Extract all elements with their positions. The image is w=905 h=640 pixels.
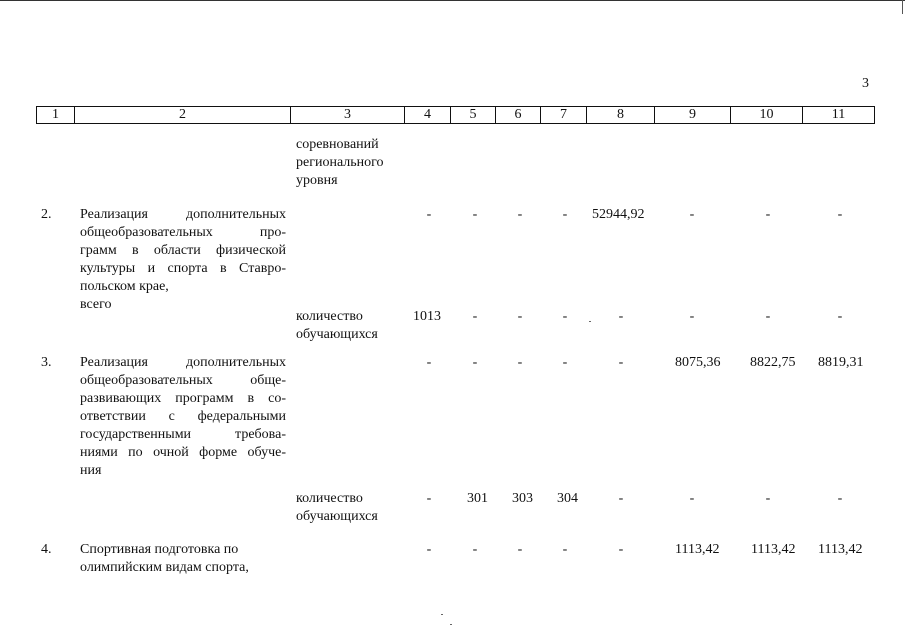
- value-col-7: -: [562, 207, 568, 222]
- value-col-4: 1013: [413, 309, 441, 324]
- header-col-8: 8: [587, 107, 655, 124]
- desc-line: государственными требова-: [80, 427, 286, 442]
- header-col-3: 3: [291, 107, 405, 124]
- desc-line: Реализация дополнительных: [80, 355, 286, 370]
- value-col-6: 303: [512, 491, 533, 506]
- value-col-4: -: [426, 355, 432, 370]
- value-col-11: -: [837, 207, 843, 222]
- page-top-border: [0, 0, 905, 1]
- page-right-border: [902, 0, 903, 14]
- value-col-9: -: [689, 207, 695, 222]
- value-col-4: -: [426, 542, 432, 557]
- header-col-1: 1: [37, 107, 75, 124]
- unit-line: обучающихся: [296, 327, 378, 342]
- header-col-7: 7: [541, 107, 587, 124]
- value-col-5: -: [472, 542, 478, 557]
- row3-description: [80, 354, 286, 480]
- desc-line: общеобразовательных обще-: [80, 373, 286, 388]
- header-row: [37, 107, 875, 124]
- desc-line: Спортивная подготовка по: [80, 542, 239, 557]
- desc-line: культуры и спорта в Ставро-: [80, 261, 286, 276]
- value-col-7: -: [562, 542, 568, 557]
- value-col-5: -: [472, 355, 478, 370]
- unit-line: обучающихся: [296, 509, 378, 524]
- value-col-6: -: [517, 207, 523, 222]
- column-number-header: [36, 106, 875, 124]
- desc-line: грамм в области физической: [80, 243, 286, 258]
- cont-unit-line: регионального: [296, 155, 384, 170]
- value-col-8: -: [618, 355, 624, 370]
- row-number: 4.: [41, 542, 52, 557]
- value-col-9: 8075,36: [675, 355, 721, 370]
- header-col-2: 2: [75, 107, 291, 124]
- value-col-10: 8822,75: [750, 355, 796, 370]
- cont-unit-line: соревнований: [296, 137, 379, 152]
- value-col-11: 8819,31: [818, 355, 864, 370]
- header-col-4: 4: [405, 107, 451, 124]
- scan-speck: [441, 614, 443, 615]
- scan-speck: [450, 624, 452, 625]
- desc-line: всего: [80, 297, 112, 312]
- value-col-8: -: [618, 542, 624, 557]
- value-col-9: -: [689, 491, 695, 506]
- desc-line: олимпийским видам спорта,: [80, 560, 249, 575]
- scan-speck: [589, 321, 591, 322]
- row-number: 3.: [41, 355, 52, 370]
- value-col-4: -: [426, 491, 432, 506]
- desc-line: ниями по очной форме обуче-: [80, 445, 286, 460]
- value-col-11: 1113,42: [818, 542, 863, 557]
- value-col-9: -: [689, 309, 695, 324]
- value-col-8: -: [618, 491, 624, 506]
- header-col-5: 5: [451, 107, 496, 124]
- value-col-7: -: [562, 309, 568, 324]
- desc-line: общеобразовательных про-: [80, 225, 286, 240]
- value-col-11: -: [837, 491, 843, 506]
- value-col-5: -: [472, 309, 478, 324]
- value-col-11: -: [837, 309, 843, 324]
- value-col-7: -: [562, 355, 568, 370]
- unit-line: количество: [296, 491, 363, 506]
- value-col-9: 1113,42: [675, 542, 720, 557]
- header-col-6: 6: [496, 107, 541, 124]
- value-col-8: -: [618, 309, 624, 324]
- value-col-5: -: [472, 207, 478, 222]
- value-col-10: -: [765, 309, 771, 324]
- row4-description: [80, 541, 286, 577]
- unit-line: количество: [296, 309, 363, 324]
- header-col-9: 9: [655, 107, 731, 124]
- header-col-11: 11: [803, 107, 875, 124]
- desc-line: ния: [80, 463, 102, 478]
- value-col-10: -: [765, 207, 771, 222]
- value-col-5: 301: [467, 491, 488, 506]
- value-col-10: 1113,42: [751, 542, 796, 557]
- value-col-6: -: [517, 309, 523, 324]
- value-col-8: 52944,92: [592, 207, 645, 222]
- value-col-7: 304: [557, 491, 578, 506]
- row2-description: [80, 206, 286, 314]
- header-col-10: 10: [731, 107, 803, 124]
- desc-line: ответствии с федеральными: [80, 409, 286, 424]
- desc-line: развивающих программ в со-: [80, 391, 286, 406]
- row-number: 2.: [41, 207, 52, 222]
- desc-line: Реализация дополнительных: [80, 207, 286, 222]
- desc-line: польском крае,: [80, 279, 169, 294]
- value-col-6: -: [517, 355, 523, 370]
- value-col-4: -: [426, 207, 432, 222]
- cont-unit-line: уровня: [296, 173, 338, 188]
- value-col-10: -: [765, 491, 771, 506]
- page-number: 3: [862, 76, 869, 91]
- value-col-6: -: [517, 542, 523, 557]
